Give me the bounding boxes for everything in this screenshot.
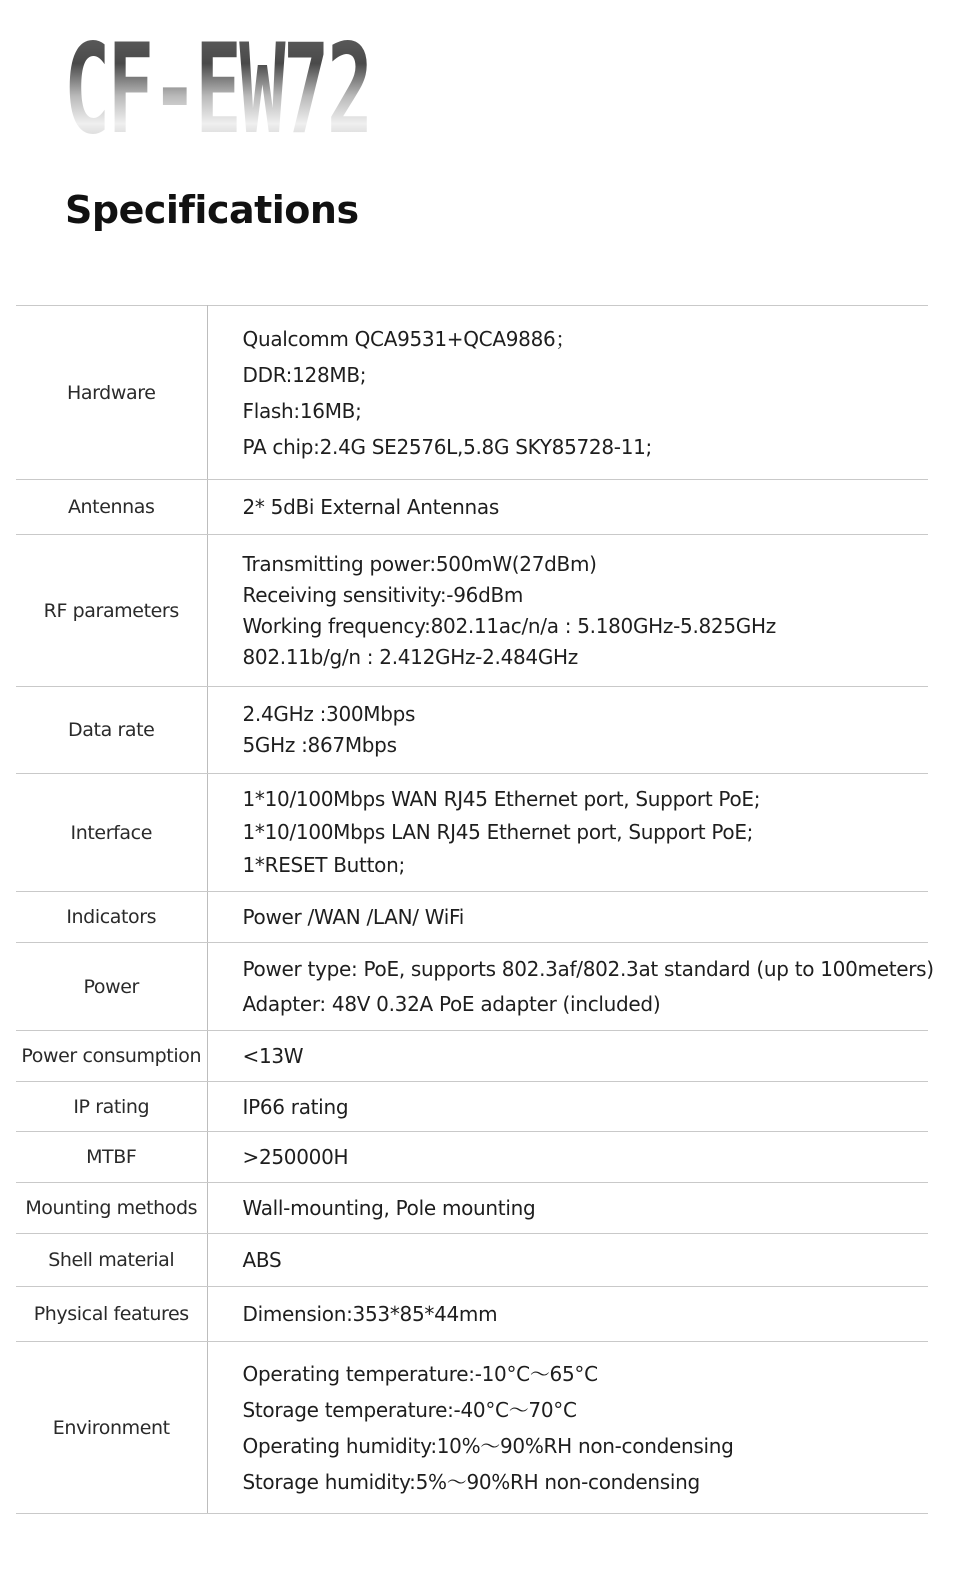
- spec-row-physical-features: [16, 1287, 928, 1342]
- spec-value-line: 802.11b/g/n : 2.412GHz-2.484GHz: [242, 644, 578, 669]
- spec-value: [207, 1082, 928, 1132]
- spec-value: [207, 1132, 928, 1183]
- spec-value: [207, 1031, 928, 1082]
- spec-label: Antennas: [16, 480, 207, 535]
- spec-value-line: IP66 rating: [242, 1094, 349, 1119]
- spec-row-interface: [16, 774, 928, 892]
- spec-row-antennas: [16, 480, 928, 535]
- spec-value-line: DDR:128MB;: [242, 362, 367, 387]
- spec-value-line: 1*10/100Mbps WAN RJ45 Ethernet port, Support PoE;: [242, 787, 761, 811]
- spec-label: Environment: [16, 1342, 207, 1514]
- spec-label: Indicators: [16, 892, 207, 943]
- spec-value-line: Receiving sensitivity:-96dBm: [242, 582, 524, 607]
- spec-value-line: Working frequency:802.11ac/n/a : 5.180GHz-5.825GHz: [242, 613, 776, 638]
- spec-row-power-consumption: [16, 1031, 928, 1082]
- spec-label: Power: [16, 943, 207, 1031]
- spec-value: [207, 1183, 928, 1234]
- spec-value-line: PA chip:2.4G SE2576L,5.8G SKY85728-11;: [242, 434, 652, 459]
- spec-label: Hardware: [16, 306, 207, 480]
- spec-label: Interface: [16, 774, 207, 892]
- spec-row-rf-parameters: [16, 535, 928, 687]
- spec-label: Data rate: [16, 687, 207, 774]
- spec-label: Shell material: [16, 1234, 207, 1287]
- spec-row-environment: [16, 1342, 928, 1514]
- spec-value: [207, 892, 928, 943]
- spec-value-line: >250000H: [242, 1145, 349, 1169]
- spec-row-mounting-methods: [16, 1183, 928, 1234]
- spec-row-shell-material: [16, 1234, 928, 1287]
- product-model-logo: CF-EW72: [64, 18, 371, 162]
- spec-label: Physical features: [16, 1287, 207, 1342]
- spec-value-line: Adapter: 48V 0.32A PoE adapter (included): [242, 991, 661, 1016]
- spec-value-line: 2* 5dBi External Antennas: [242, 495, 500, 519]
- spec-value: [207, 1234, 928, 1287]
- spec-value-line: <13W: [242, 1044, 304, 1068]
- spec-row-ip-rating: [16, 1082, 928, 1132]
- spec-row-hardware: [16, 306, 928, 480]
- spec-value-line: Wall-mounting, Pole mounting: [242, 1196, 536, 1220]
- spec-value: [207, 1287, 928, 1342]
- spec-value-line: Transmitting power:500mW(27dBm): [242, 551, 597, 576]
- spec-value-line: Operating humidity:10%～90%RH non-condensing: [242, 1433, 734, 1458]
- spec-value-line: Storage temperature:-40°C～70°C: [242, 1397, 577, 1422]
- section-title: Specifications: [65, 188, 359, 232]
- specifications-table: [16, 305, 934, 1514]
- spec-row-indicators: [16, 892, 928, 943]
- spec-value: [207, 306, 928, 480]
- spec-value-line: 1*RESET Button;: [242, 853, 405, 877]
- spec-value: [207, 535, 928, 687]
- spec-label: IP rating: [16, 1082, 207, 1132]
- spec-value: [207, 774, 928, 892]
- spec-label: MTBF: [16, 1132, 207, 1183]
- spec-value-line: Qualcomm QCA9531+QCA9886；: [242, 326, 576, 351]
- spec-value-line: Power type: PoE, supports 802.3af/802.3at standard (up to 100meters): [242, 956, 934, 981]
- spec-value-line: ABS: [242, 1248, 282, 1272]
- spec-value: [207, 687, 928, 774]
- spec-value: [207, 1342, 928, 1514]
- spec-value-line: 1*10/100Mbps LAN RJ45 Ethernet port, Support PoE;: [242, 820, 754, 844]
- spec-value: [207, 943, 934, 1031]
- spec-value-line: Flash:16MB;: [242, 398, 362, 423]
- spec-value-line: 2.4GHz :300Mbps: [242, 702, 416, 726]
- spec-value: [207, 480, 928, 535]
- spec-row-mtbf: [16, 1132, 928, 1183]
- spec-row-power: [16, 943, 928, 1031]
- spec-label: Power consumption: [16, 1031, 207, 1082]
- spec-label: Mounting methods: [16, 1183, 207, 1234]
- spec-value-line: Operating temperature:-10°C～65°C: [242, 1361, 598, 1386]
- spec-value-line: Storage humidity:5%～90%RH non-condensing: [242, 1469, 700, 1494]
- spec-row-data-rate: [16, 687, 928, 774]
- spec-label: RF parameters: [16, 535, 207, 687]
- spec-value-line: Power /WAN /LAN/ WiFi: [242, 905, 465, 929]
- spec-value-line: 5GHz :867Mbps: [242, 733, 397, 757]
- spec-value-line: Dimension:353*85*44mm: [242, 1302, 498, 1326]
